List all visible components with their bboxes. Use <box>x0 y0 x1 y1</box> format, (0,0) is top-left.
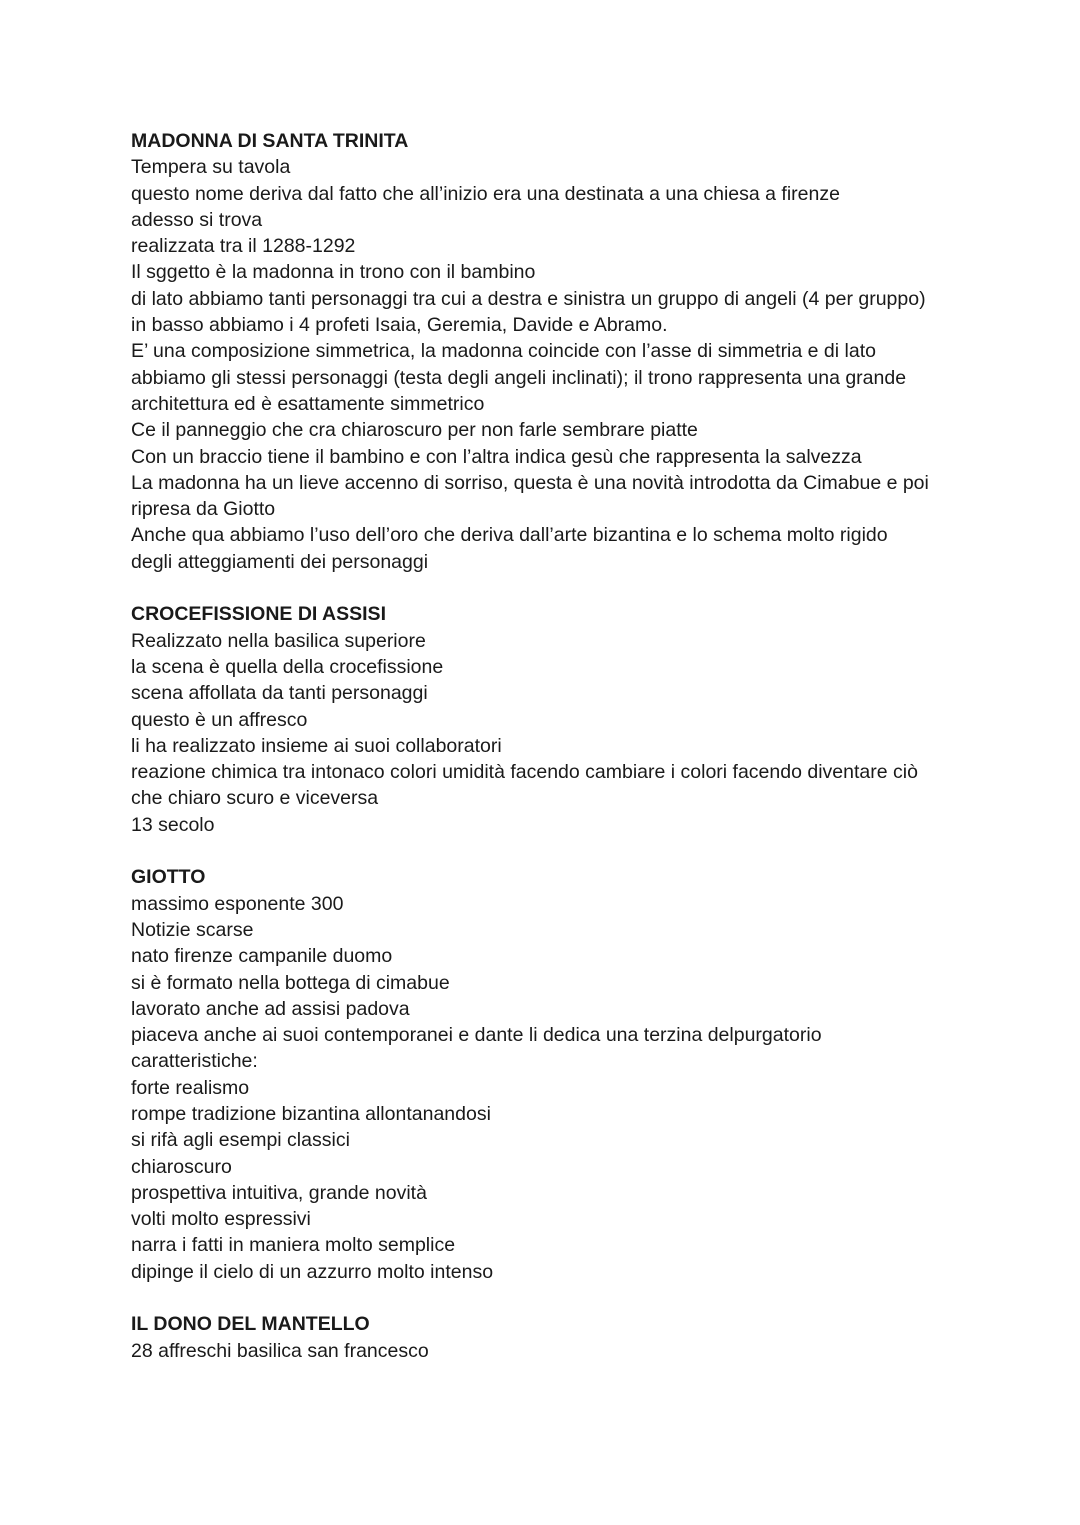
text-line: massimo esponente 300 <box>131 892 344 915</box>
text-line: si rifà agli esempi classici <box>131 1129 350 1152</box>
text-line: Realizzato nella basilica superiore <box>131 629 426 652</box>
text-line: narra i fatti in maniera molto semplice <box>131 1234 456 1257</box>
section-heading: GIOTTO <box>131 866 206 889</box>
text-line: piaceva anche ai suoi contemporanei e dante li dedica una terzina delpurgatorio <box>131 1024 822 1047</box>
text-line: La madonna ha un lieve accenno di sorriso, questa è una novità introdotta da Cimabue e poi <box>131 471 929 494</box>
text-line: 13 secolo <box>131 813 215 836</box>
text-line: chiaroscuro <box>131 1155 232 1178</box>
text-line: Il sggetto è la madonna in trono con il bambino <box>131 261 536 284</box>
text-line: Anche qua abbiamo l’uso dell’oro che deriva dall’arte bizantina e lo schema molto rigido <box>131 524 888 547</box>
text-line: Ce il panneggio che cra chiaroscuro per non farle sembrare piatte <box>131 419 698 442</box>
text-line: la scena è quella della crocefissione <box>131 655 444 678</box>
section-giotto <box>131 864 1031 1285</box>
section-madonna-di-santa-trinita <box>131 128 1031 575</box>
text-line: questo nome deriva dal fatto che all’inizio era una destinata a una chiesa a firenze <box>131 182 840 205</box>
text-line: abbiamo gli stessi personaggi (testa degli angeli inclinati); il trono rappresenta una grande <box>131 366 907 389</box>
text-line: architettura ed è esattamente simmetrico <box>131 392 485 415</box>
text-line: adesso si trova <box>131 208 263 231</box>
text-line: Con un braccio tiene il bambino e con l’altra indica gesù che rappresenta la salvezza <box>131 445 862 468</box>
text-line: realizzata tra il 1288-1292 <box>131 235 356 258</box>
text-line: di lato abbiamo tanti personaggi tra cui a destra e sinistra un gruppo di angeli (4 per gruppo) <box>131 287 926 310</box>
text-line: Tempera su tavola <box>131 156 291 179</box>
text-line: volti molto espressivi <box>131 1208 311 1231</box>
text-line: caratteristiche: <box>131 1050 258 1073</box>
text-line: dipinge il cielo di un azzurro molto intenso <box>131 1260 494 1283</box>
section-crocefissione-di-assisi <box>131 601 1031 838</box>
text-line: reazione chimica tra intonaco colori umidità facendo cambiare i colori facendo diventare ciò <box>131 761 918 784</box>
text-line: ripresa da Giotto <box>131 498 276 521</box>
text-line: E’ una composizione simmetrica, la madonna coincide con l’asse di simmetria e di lato <box>131 340 876 363</box>
text-line: lavorato anche ad assisi padova <box>131 997 410 1020</box>
section-il-dono-del-mantello <box>131 1311 1031 1364</box>
section-heading: MADONNA DI SANTA TRINITA <box>131 130 409 152</box>
text-line: si è formato nella bottega di cimabue <box>131 971 450 994</box>
text-line: 28 affreschi basilica san francesco <box>131 1339 429 1362</box>
text-line: che chiaro scuro e viceversa <box>131 787 379 810</box>
text-line: in basso abbiamo i 4 profeti Isaia, Geremia, Davide e Abramo. <box>131 314 668 337</box>
text-line: scena affollata da tanti personaggi <box>131 682 428 705</box>
section-heading: CROCEFISSIONE DI ASSISI <box>131 603 386 626</box>
document-page <box>131 128 1031 1364</box>
text-line: degli atteggiamenti dei personaggi <box>131 550 429 573</box>
section-heading: IL DONO DEL MANTELLO <box>131 1313 370 1336</box>
text-line: nato firenze campanile duomo <box>131 945 393 968</box>
text-line: Notizie scarse <box>131 918 254 941</box>
text-line: questo è un affresco <box>131 708 308 731</box>
text-line: li ha realizzato insieme ai suoi collaboratori <box>131 734 502 757</box>
text-line: forte realismo <box>131 1076 250 1099</box>
text-line: rompe tradizione bizantina allontanandosi <box>131 1102 491 1125</box>
text-line: prospettiva intuitiva, grande novità <box>131 1181 427 1204</box>
